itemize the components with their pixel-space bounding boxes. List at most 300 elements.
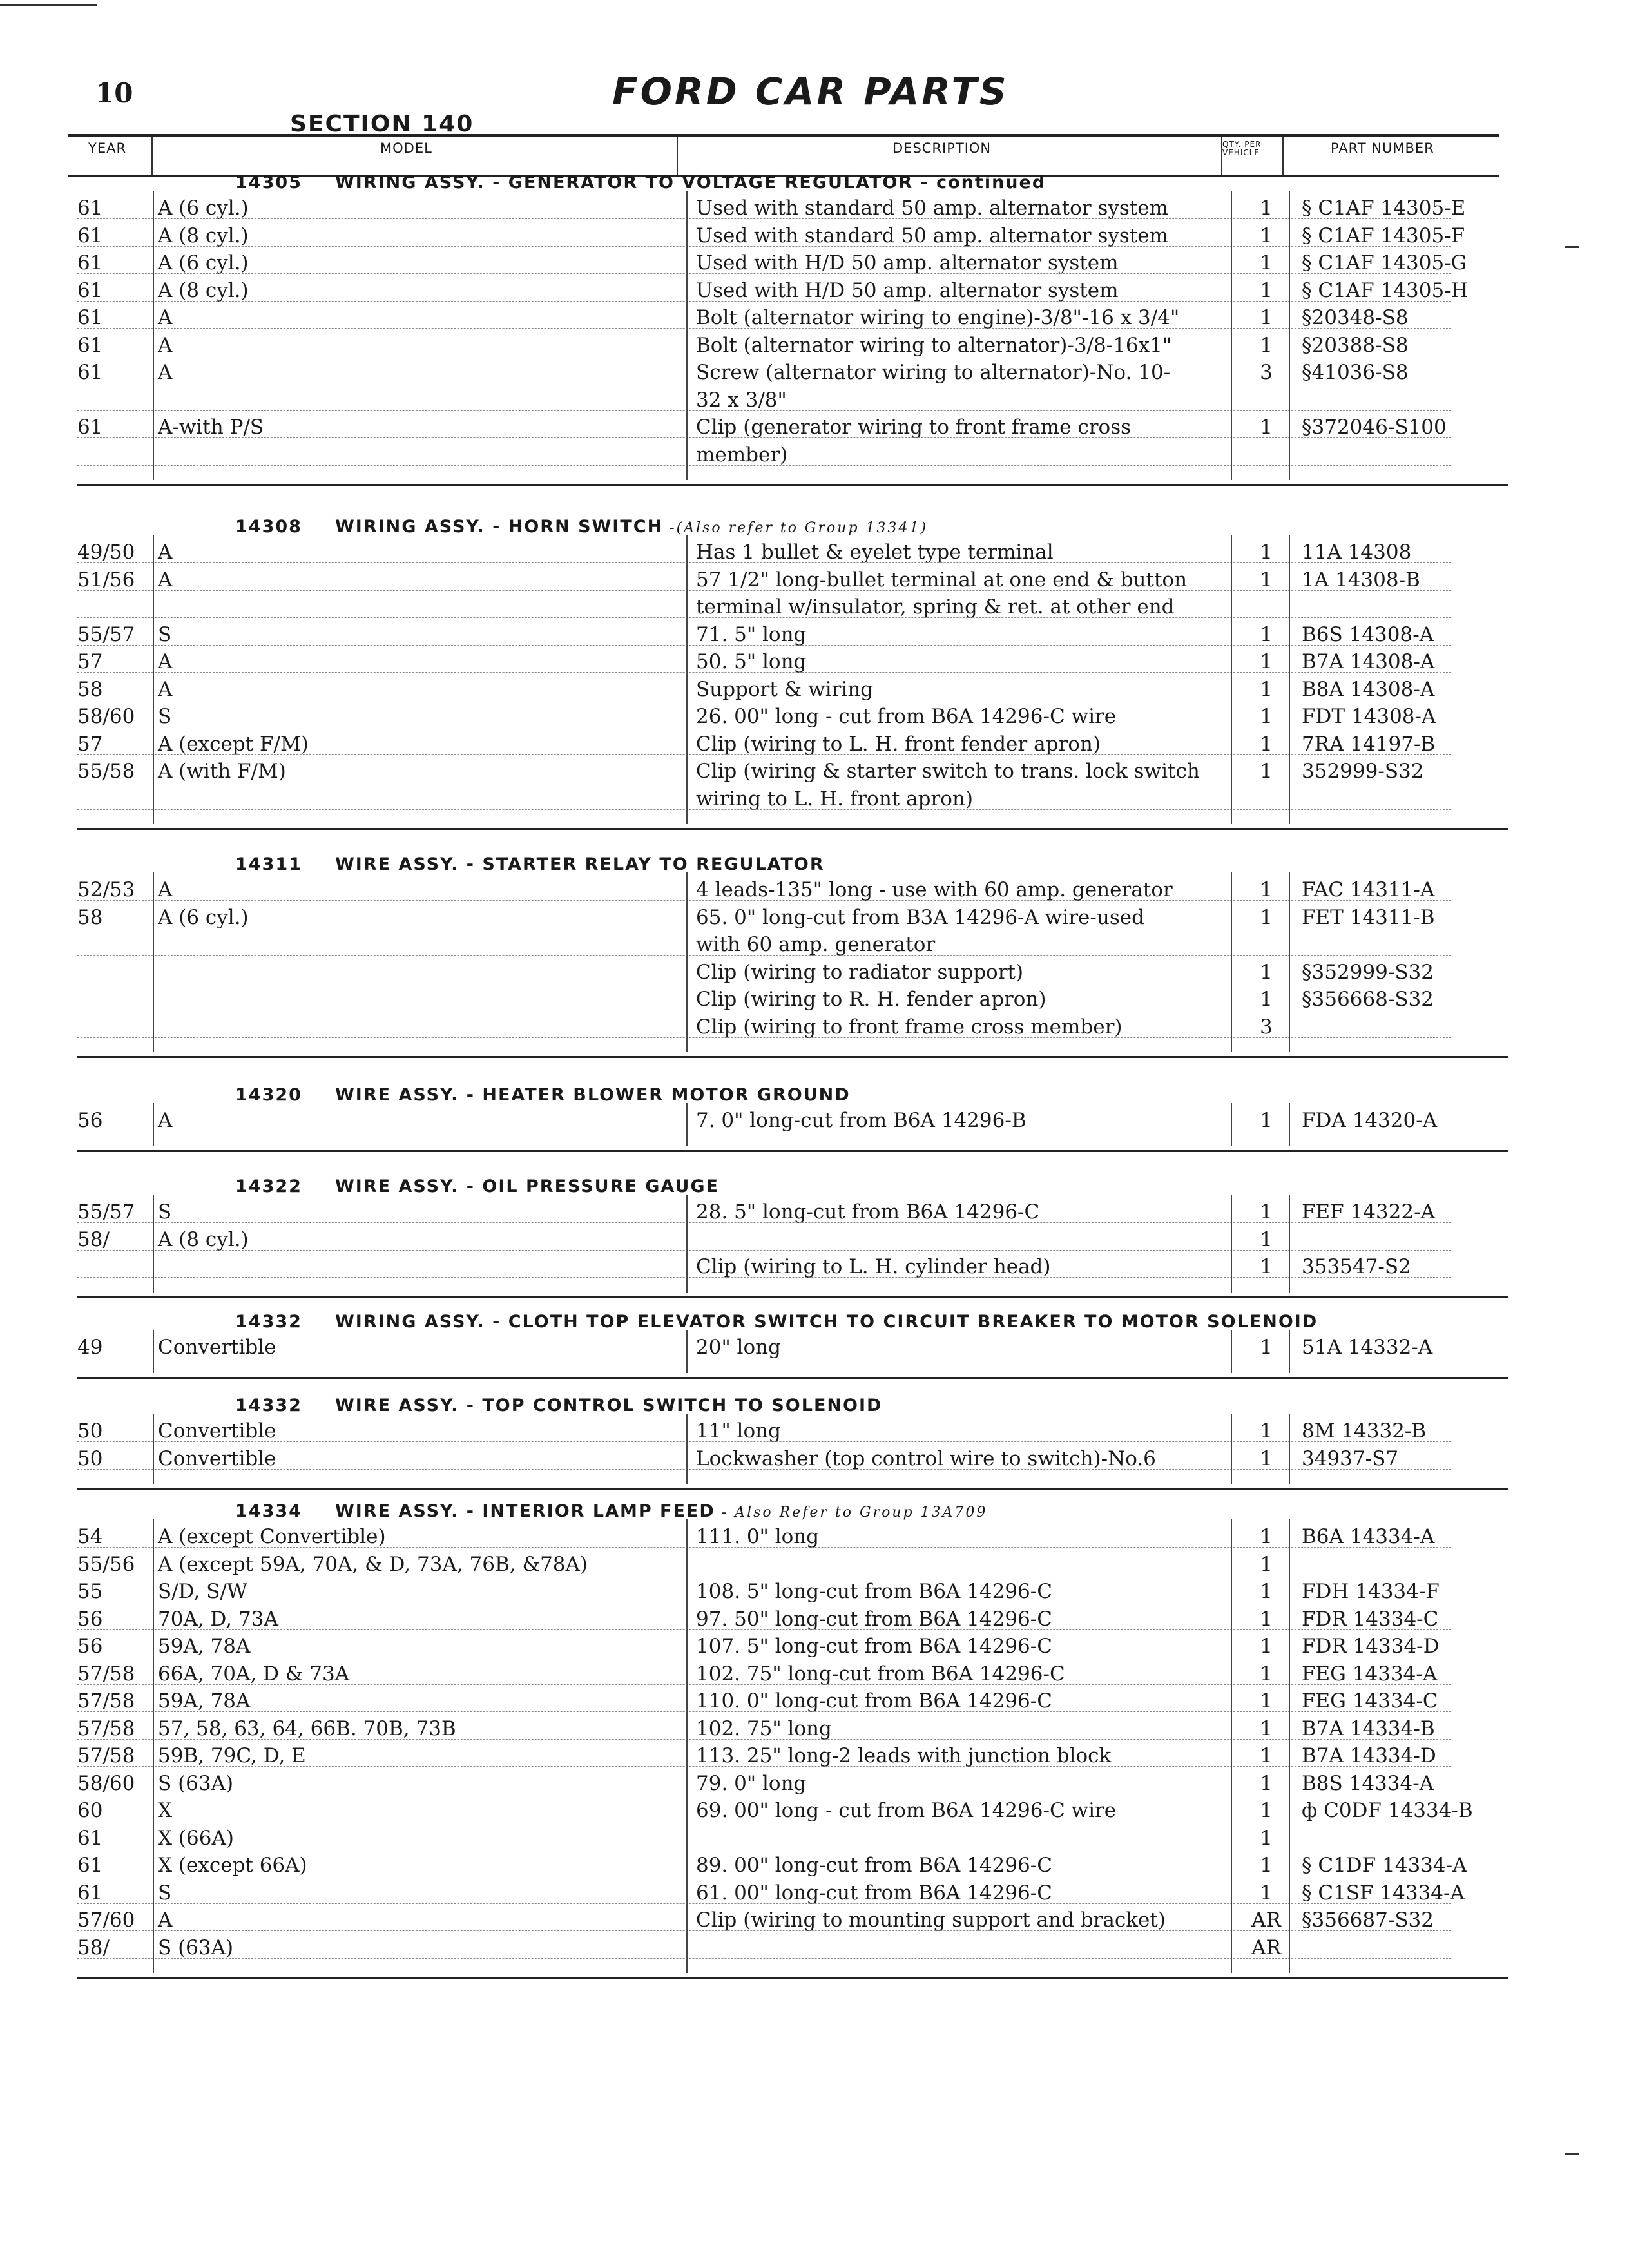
row-separator [77, 1250, 1451, 1251]
model-cell: A (8 cyl.) [158, 224, 249, 247]
column-divider [1231, 191, 1232, 480]
row-separator [77, 218, 1451, 219]
row-separator [77, 645, 1451, 646]
description-cell: Used with H/D 50 amp. alternator system [696, 278, 1119, 302]
row-separator [77, 437, 1451, 438]
qty-cell: 1 [1260, 251, 1273, 274]
description-cell: 111. 0" long [696, 1525, 820, 1548]
model-cell: X (except 66A) [158, 1854, 307, 1877]
model-cell: 57, 58, 63, 64, 66B. 70B, 73B [158, 1716, 456, 1740]
description-cell: 113. 25" long-2 leads with junction block [696, 1744, 1112, 1767]
description-cell: 110. 0" long-cut from B6A 14296-C [696, 1689, 1052, 1713]
part-number-cell: §372046-S100 [1302, 416, 1447, 439]
qty-cell: 1 [1260, 1525, 1273, 1548]
page-title: FORD CAR PARTS [612, 70, 1009, 113]
table-row [77, 731, 1509, 755]
table-row [77, 1907, 1509, 1931]
row-separator [77, 672, 1451, 673]
row-separator [77, 900, 1451, 901]
row-separator [77, 1930, 1451, 1931]
model-cell: Convertible [158, 1446, 276, 1470]
group-rule [77, 828, 1508, 830]
table-row [77, 566, 1509, 591]
year-cell: 56 [77, 1109, 103, 1132]
part-number-cell: §356687-S32 [1302, 1908, 1434, 1932]
column-divider [686, 1519, 688, 1973]
table-row [77, 1578, 1509, 1602]
row-separator [77, 1711, 1451, 1712]
group-name [335, 1312, 1318, 1332]
model-cell: A [158, 677, 173, 701]
description-cell: Clip (generator wiring to front frame cross [696, 416, 1132, 439]
column-divider [1289, 1330, 1290, 1373]
model-cell: A [158, 361, 173, 384]
model-cell: A-with P/S [158, 416, 264, 439]
part-number-cell: 1A 14308-B [1302, 568, 1420, 591]
qty-cell: 1 [1260, 760, 1273, 783]
part-number-cell: 7RA 14197-B [1302, 732, 1436, 756]
row-separator [77, 754, 1451, 755]
year-cell: 55 [77, 1580, 103, 1603]
qty-cell: 1 [1260, 1744, 1273, 1767]
column-divider [686, 535, 688, 824]
model-cell: A [158, 541, 173, 564]
group-name [335, 1396, 882, 1416]
qty-cell: 1 [1260, 1446, 1273, 1470]
table-row [77, 904, 1509, 928]
column-divider [1231, 1519, 1232, 1973]
table-row [77, 277, 1509, 302]
table-row [77, 621, 1509, 646]
year-cell: 61 [77, 224, 103, 247]
part-number-cell: FEG 14334-A [1302, 1662, 1438, 1686]
qty-cell: 1 [1260, 306, 1273, 329]
model-cell: A (8 cyl.) [158, 1227, 249, 1251]
column-divider [153, 872, 154, 1052]
part-number-cell: 352999-S32 [1302, 760, 1424, 783]
table-row [77, 1606, 1509, 1630]
column-divider [1289, 1519, 1290, 1973]
column-divider [1231, 1103, 1232, 1146]
year-cell: 57/58 [77, 1662, 135, 1686]
column-divider [153, 1519, 154, 1973]
column-divider [1289, 535, 1290, 824]
column-divider [1289, 1195, 1290, 1293]
year-cell: 55/58 [77, 760, 135, 783]
model-cell: A (6 cyl.) [158, 251, 249, 274]
table-row [77, 986, 1509, 1010]
year-cell: 55/57 [77, 1200, 135, 1224]
year-cell: 61 [77, 306, 103, 329]
table-row [77, 876, 1509, 901]
model-cell: Convertible [158, 1336, 276, 1359]
table-row [77, 414, 1509, 438]
year-cell: 55/57 [77, 622, 135, 646]
column-divider [1231, 872, 1232, 1052]
group-number: 14320 [235, 1085, 302, 1105]
margin-mark [1565, 2153, 1579, 2155]
table-row [77, 593, 1509, 618]
group-number: 14334 [235, 1501, 302, 1521]
group-number: 14308 [235, 517, 302, 537]
column-divider [686, 1330, 688, 1373]
table-row [77, 1742, 1509, 1767]
year-cell: 61 [77, 1881, 103, 1905]
description-cell: Used with H/D 50 amp. alternator system [696, 251, 1119, 274]
table-row [77, 1445, 1509, 1470]
table-row [77, 332, 1509, 356]
column-divider [153, 1330, 154, 1373]
table-row [77, 304, 1509, 329]
group-rule [77, 1488, 1508, 1490]
column-divider [686, 1195, 688, 1293]
col-part-number: PART NUMBER [1331, 140, 1434, 156]
part-number-cell: FAC 14311-A [1302, 878, 1435, 901]
year-cell: 61 [77, 1854, 103, 1877]
part-number-cell: B6S 14308-A [1302, 622, 1434, 646]
table-row [77, 1770, 1509, 1794]
table-row [77, 1825, 1509, 1849]
description-cell: Clip (wiring to radiator support) [696, 960, 1024, 984]
qty-cell: 1 [1260, 224, 1273, 247]
qty-cell: 1 [1260, 1771, 1273, 1795]
model-cell: Convertible [158, 1419, 276, 1443]
row-separator [77, 1903, 1451, 1904]
model-cell: A [158, 306, 173, 329]
year-cell: 51/56 [77, 568, 135, 591]
group-name [335, 1085, 851, 1105]
row-separator [77, 1958, 1451, 1959]
model-cell: A [158, 333, 173, 357]
part-number-cell: 34937-S7 [1302, 1446, 1399, 1470]
row-separator [77, 590, 1451, 591]
qty-cell: 1 [1260, 1227, 1273, 1251]
qty-cell: 1 [1260, 541, 1273, 564]
row-separator [77, 809, 1451, 810]
table-row [77, 676, 1509, 700]
group-name [335, 854, 825, 874]
model-cell: A (except F/M) [158, 732, 309, 756]
description-cell: Screw (alternator wiring to alternator)-No. 10- [696, 361, 1171, 384]
model-cell: 70A, D, 73A [158, 1607, 278, 1631]
group-name [335, 1177, 719, 1196]
qty-cell: 1 [1260, 650, 1273, 673]
table-row [77, 1852, 1509, 1876]
column-divider [1231, 535, 1232, 824]
col-model: MODEL [380, 140, 432, 156]
year-cell: 58 [77, 677, 103, 701]
qty-cell: 3 [1260, 361, 1273, 384]
part-number-cell: § C1AF 14305-G [1302, 251, 1467, 274]
row-separator [77, 1277, 1451, 1278]
table-row [77, 785, 1509, 810]
qty-cell: 1 [1260, 416, 1273, 439]
section-label: SECTION 140 [290, 111, 474, 137]
row-separator [77, 562, 1451, 563]
description-cell: member) [696, 443, 788, 466]
qty-cell: 1 [1260, 1799, 1273, 1822]
model-cell: 59B, 79C, D, E [158, 1744, 306, 1767]
part-number-cell: 8M 14332-B [1302, 1419, 1427, 1443]
description-cell: Clip (wiring to L. H. cylinder head) [696, 1255, 1051, 1278]
model-cell: S (63A) [158, 1771, 234, 1795]
table-row [77, 1715, 1509, 1740]
group-rule [77, 1977, 1508, 1979]
part-number-cell: B8S 14334-A [1302, 1771, 1434, 1795]
table-row [77, 959, 1509, 983]
model-cell: A (8 cyl.) [158, 278, 249, 302]
year-cell: 57/58 [77, 1744, 135, 1767]
part-number-cell: FDA 14320-A [1302, 1109, 1438, 1132]
description-cell: terminal w/insulator, spring & ret. at other end [696, 595, 1175, 619]
qty-cell: 1 [1260, 568, 1273, 591]
group-name-text: WIRE ASSY. - INTERIOR LAMP FEED [335, 1501, 715, 1521]
description-cell: 65. 0" long-cut from B3A 14296-A wire-used [696, 905, 1144, 929]
description-cell: 4 leads-135" long - use with 60 amp. generator [696, 878, 1173, 901]
year-cell: 50 [77, 1446, 103, 1470]
group-rule [77, 1056, 1508, 1058]
row-separator [77, 273, 1451, 274]
part-number-cell: ф C0DF 14334-B [1302, 1799, 1473, 1822]
part-number-cell: § C1AF 14305-F [1302, 224, 1465, 247]
model-cell: A (except 59A, 70A, & D, 73A, 76B, &78A) [158, 1552, 588, 1576]
divider [1282, 137, 1284, 175]
description-cell: with 60 amp. generator [696, 933, 936, 956]
qty-cell: 1 [1260, 622, 1273, 646]
part-number-cell: §352999-S32 [1302, 960, 1434, 984]
model-cell: A (6 cyl.) [158, 197, 249, 220]
divider [677, 137, 678, 175]
table-row [77, 1551, 1509, 1575]
part-number-cell: §20388-S8 [1302, 333, 1409, 357]
model-cell: X (66A) [158, 1826, 234, 1850]
year-cell: 61 [77, 197, 103, 220]
qty-cell: AR [1251, 1908, 1281, 1932]
row-separator [77, 617, 1451, 618]
qty-cell: 1 [1260, 1689, 1273, 1713]
row-separator [77, 1739, 1451, 1740]
column-divider [153, 535, 154, 824]
year-cell: 57/58 [77, 1689, 135, 1713]
row-separator [77, 328, 1451, 329]
description-cell: Clip (wiring to mounting support and bracket) [696, 1908, 1166, 1932]
year-cell: 57 [77, 732, 103, 756]
year-cell: 57 [77, 650, 103, 673]
row-separator [77, 246, 1451, 247]
year-cell: 58/60 [77, 705, 135, 728]
table-row [77, 1523, 1509, 1548]
model-cell: S [158, 622, 172, 646]
group-name [335, 1501, 987, 1521]
model-cell: 66A, 70A, D & 73A [158, 1662, 350, 1686]
group-name [335, 517, 928, 537]
qty-cell: 1 [1260, 1255, 1273, 1278]
qty-cell: 1 [1260, 1580, 1273, 1603]
group-rule [77, 1296, 1508, 1298]
description-cell: 108. 5" long-cut from B6A 14296-C [696, 1580, 1052, 1603]
description-cell: Clip (wiring to front frame cross member) [696, 1015, 1123, 1039]
divider [1221, 137, 1222, 175]
part-number-cell: §41036-S8 [1302, 361, 1409, 384]
part-number-cell: FET 14311-B [1302, 905, 1435, 929]
description-cell: Used with standard 50 amp. alternator system [696, 197, 1168, 220]
group-rule [77, 1150, 1508, 1152]
description-cell: 20" long [696, 1336, 781, 1359]
row-separator [77, 1629, 1451, 1630]
description-cell: Has 1 bullet & eyelet type terminal [696, 541, 1054, 564]
qty-cell: 1 [1260, 1109, 1273, 1132]
model-cell: S (63A) [158, 1936, 234, 1959]
year-cell: 61 [77, 361, 103, 384]
table-row [77, 1797, 1509, 1821]
table-row [77, 703, 1509, 727]
part-number-cell: §20348-S8 [1302, 306, 1409, 329]
column-divider [686, 1414, 688, 1484]
part-number-cell: FDH 14334-F [1302, 1580, 1440, 1603]
description-cell: 57 1/2" long-bullet terminal at one end & button [696, 568, 1188, 591]
column-divider [1289, 191, 1290, 480]
group-note: - Also Refer to Group 13A709 [715, 1504, 988, 1521]
model-cell: A (except Convertible) [158, 1525, 386, 1548]
table-row [77, 1334, 1509, 1358]
part-number-cell: FDR 14334-C [1302, 1607, 1439, 1631]
group-rule [77, 1377, 1508, 1379]
group-name-text: WIRING ASSY. - CLOTH TOP ELEVATOR SWITCH TO CIRCUIT BREAKER TO MOTOR SOLENOID [335, 1312, 1318, 1332]
table-row [77, 1687, 1509, 1712]
part-number-cell: § C1DF 14334-A [1302, 1854, 1467, 1877]
qty-cell: 1 [1260, 333, 1273, 357]
table-row [77, 1418, 1509, 1442]
model-cell: 59A, 78A [158, 1635, 251, 1658]
table-row [77, 441, 1509, 466]
column-divider [1231, 1330, 1232, 1373]
table-row [77, 648, 1509, 673]
year-cell: 61 [77, 1826, 103, 1850]
part-number-cell: § C1AF 14305-H [1302, 278, 1469, 302]
description-cell: Bolt (alternator wiring to engine)-3/8"-16 x 3/4" [696, 306, 1180, 329]
model-cell: A (6 cyl.) [158, 905, 249, 929]
part-number-cell: FDR 14334-D [1302, 1635, 1440, 1658]
row-separator [77, 301, 1451, 302]
group-number: 14311 [235, 854, 302, 874]
row-separator [77, 1469, 1451, 1470]
column-header-bar [68, 134, 1499, 177]
qty-cell: 1 [1260, 960, 1273, 984]
qty-cell: 1 [1260, 878, 1273, 901]
column-divider [1231, 1414, 1232, 1484]
year-cell: 52/53 [77, 878, 135, 901]
description-cell: 97. 50" long-cut from B6A 14296-C [696, 1607, 1052, 1631]
year-cell: 49/50 [77, 541, 135, 564]
col-qty: QTY. PER VEHICLE [1222, 140, 1262, 157]
table-row [77, 195, 1509, 219]
group-name [335, 173, 1046, 193]
part-number-cell: B7A 14334-D [1302, 1744, 1436, 1767]
table-row [77, 1198, 1509, 1223]
table-row [77, 1633, 1509, 1657]
row-separator [77, 955, 1451, 956]
column-divider [1231, 1195, 1232, 1293]
year-cell: 58 [77, 905, 103, 929]
column-divider [1289, 1103, 1290, 1146]
column-divider [153, 1195, 154, 1293]
qty-cell: 1 [1260, 1635, 1273, 1658]
qty-cell: 1 [1260, 1662, 1273, 1686]
column-divider [153, 1103, 154, 1146]
row-separator [77, 1222, 1451, 1223]
year-cell: 54 [77, 1525, 103, 1548]
year-cell: 58/ [77, 1936, 110, 1959]
col-description: DESCRIPTION [892, 140, 992, 156]
model-cell: A [158, 1109, 173, 1132]
model-cell: S [158, 1881, 172, 1905]
table-row [77, 1253, 1509, 1278]
description-cell: Clip (wiring & starter switch to trans. lock switch [696, 760, 1200, 783]
table-row [77, 1014, 1509, 1038]
table-row [77, 758, 1509, 782]
description-cell: 7. 0" long-cut from B6A 14296-B [696, 1109, 1027, 1132]
qty-cell: 1 [1260, 1336, 1273, 1359]
group-number: 14322 [235, 1177, 302, 1196]
description-cell: 26. 00" long - cut from B6A 14296-C wire [696, 705, 1117, 728]
row-separator [77, 410, 1451, 411]
description-cell: 69. 00" long - cut from B6A 14296-C wire [696, 1799, 1117, 1822]
group-number: 14305 [235, 173, 302, 193]
description-cell: wiring to L. H. front apron) [696, 787, 973, 811]
row-separator [77, 1547, 1451, 1548]
table-row [77, 1660, 1509, 1685]
column-divider [686, 1103, 688, 1146]
table-row [77, 1226, 1509, 1251]
part-number-cell: FEG 14334-C [1302, 1689, 1438, 1713]
column-divider [1289, 872, 1290, 1052]
group-name-text: WIRE ASSY. - STARTER RELAY TO REGULATOR [335, 854, 825, 874]
part-number-cell: B7A 14334-B [1302, 1716, 1435, 1740]
qty-cell: 1 [1260, 197, 1273, 220]
description-cell: Used with standard 50 amp. alternator system [696, 224, 1168, 247]
column-divider [686, 872, 688, 1052]
year-cell: 49 [77, 1336, 103, 1359]
group-number: 14332 [235, 1312, 302, 1332]
table-row [77, 931, 1509, 956]
model-cell: A (with F/M) [158, 760, 286, 783]
column-divider [1289, 1414, 1290, 1484]
description-cell: 50. 5" long [696, 650, 807, 673]
qty-cell: 1 [1260, 988, 1273, 1011]
top-edge-rule [0, 4, 97, 6]
description-cell: 71. 5" long [696, 622, 807, 646]
description-cell: 107. 5" long-cut from B6A 14296-C [696, 1635, 1052, 1658]
year-cell: 61 [77, 333, 103, 357]
part-number-cell: § C1SF 14334-A [1302, 1881, 1465, 1905]
year-cell: 58/60 [77, 1771, 135, 1795]
part-number-cell: B7A 14308-A [1302, 650, 1435, 673]
description-cell: Support & wiring [696, 677, 874, 701]
model-cell: X [158, 1799, 173, 1822]
year-cell: 57/60 [77, 1908, 135, 1932]
qty-cell: 1 [1260, 732, 1273, 756]
qty-cell: 1 [1260, 1854, 1273, 1877]
qty-cell: 1 [1260, 1881, 1273, 1905]
description-cell: Bolt (alternator wiring to alternator)-3/8-16x1" [696, 333, 1172, 357]
year-cell: 56 [77, 1635, 103, 1658]
description-cell: 61. 00" long-cut from B6A 14296-C [696, 1881, 1052, 1905]
qty-cell: 1 [1260, 1200, 1273, 1224]
description-cell: 89. 00" long-cut from B6A 14296-C [696, 1854, 1052, 1877]
qty-cell: 1 [1260, 1419, 1273, 1443]
row-separator [77, 1766, 1451, 1767]
model-cell: 59A, 78A [158, 1689, 251, 1713]
